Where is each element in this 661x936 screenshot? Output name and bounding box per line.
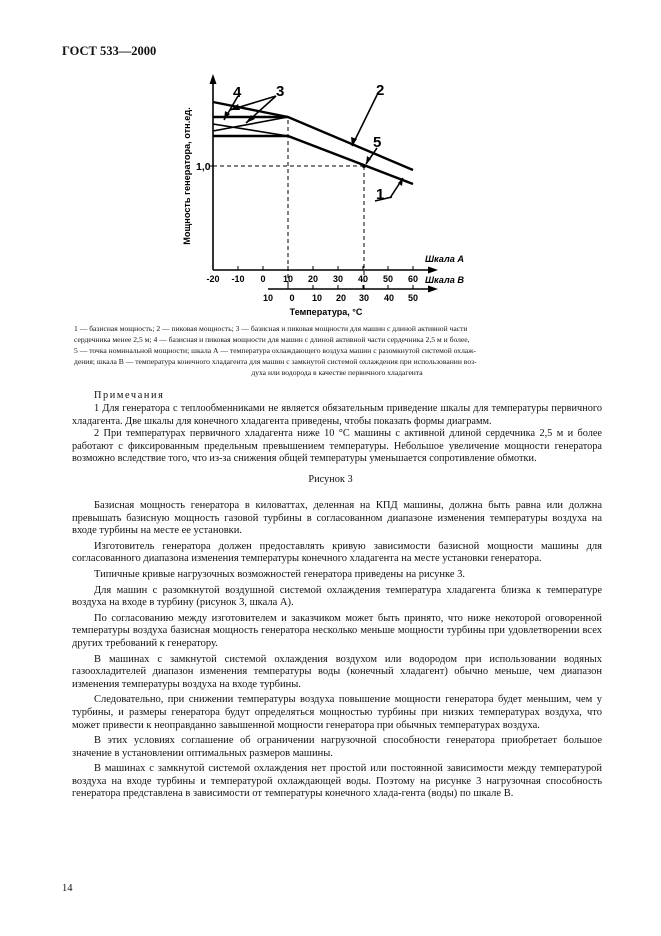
paragraph: Базисная мощность генератора в киловаттах, деленная на КПД машины, должна быть равна или должна превышать базисную мощность газовой турбины в согласованном диапазоне изменения температуры воздуха на входе турбины на месте ее установки. xyxy=(72,500,602,537)
legend-line: духа или водорода в качестве первичного хладагента xyxy=(251,368,423,377)
curve-label-2: 2 xyxy=(376,82,385,99)
y-axis-arrow xyxy=(210,74,217,84)
scale-a-tick-label: 30 xyxy=(332,274,344,284)
scale-b-tick-label: 40 xyxy=(383,293,395,303)
scale-b-tick-label: 10 xyxy=(311,293,323,303)
load-capability-diagram xyxy=(0,0,661,320)
curve-label-5: 5 xyxy=(373,134,382,151)
paragraph: В этих условиях соглашение об ограничении нагрузочной способности генератора приобретает большое значение в установлении оптимальных размеров машины. xyxy=(72,735,602,759)
x-axis-arrow xyxy=(428,267,438,274)
y-axis-label: Мощность генератора, отн.ед. xyxy=(182,107,192,245)
scale-a-tick-label: 50 xyxy=(382,274,394,284)
page-number: 14 xyxy=(62,883,73,894)
body-text xyxy=(72,500,602,804)
paragraph: Для машин с разомкнутой воздушной системой охлаждения температура хладагента близка к температуре воздуха на входе в турбину (рисунок 3, шкала А). xyxy=(72,584,602,609)
scale-a-tick-label: 60 xyxy=(407,274,419,284)
y-tick-label: 1,0 xyxy=(196,161,211,173)
scale-b-tick-label: 50 xyxy=(407,293,419,303)
curve-label-4: 4 xyxy=(233,84,242,101)
scale-b-tick-label: 10 xyxy=(262,293,274,303)
notes-block xyxy=(72,390,602,465)
curve-base-power xyxy=(213,136,413,184)
scale-b-axis-arrow xyxy=(428,286,438,293)
scale-a-tick-label: 10 xyxy=(282,274,294,284)
scale-a-label: Шкала А xyxy=(425,254,464,264)
curve-number-labels xyxy=(233,82,384,203)
note-1: 1 Для генератора с теплообменниками не является обязательным приведение шкалы для температуры первичного хладагента. Две шкалы для конечного хладагента приведены, чтобы показать формы диаграмм. xyxy=(72,403,602,427)
paragraph: В машинах с замкнутой системой охлаждения нет простой или постоянной зависимости между температурой воздуха на входе турбины и температурой охлаждающей воды. Поэтому на рисунке 3 нагрузочная способность генератора представлена в зависимости от температуры конечного хлада-гента (воды) по шкале В. xyxy=(72,763,602,800)
legend-line: 5 — точка номинальной мощности; шкала А — температура охлаждающего воздуха машин с разомкнутой системой охлаж- xyxy=(74,346,477,355)
legend-line: 1 — базисная мощность; 2 — пиковая мощность; 3 — базисная и пиковая мощности для машин с длиной активной части xyxy=(74,324,468,333)
scale-b-tick-label: 30 xyxy=(358,293,370,303)
paragraph: В машинах с замкнутой системой охлаждения воздухом или водородом при использовании водяных газоохладителей диапазон изменения температуры воды (конечный хладагент) обычно меньше, чем диапазон изменения температуры воздуха на входе турбины. xyxy=(72,653,602,690)
scale-a-tick-label: -20 xyxy=(206,274,220,284)
x-axis-label: Температура, °С xyxy=(289,307,363,317)
legend-line: сердечника менее 2,5 м; 4 — базисная и пиковая мощности для машин с длиной активной части сердечника 2,5 м и более, xyxy=(74,335,470,344)
rated-power-point xyxy=(362,164,366,168)
curve-label-3: 3 xyxy=(276,83,285,100)
scale-b-tick-labels xyxy=(263,293,418,303)
curve-label-1: 1 xyxy=(376,186,385,203)
paragraph: Следовательно, при снижении температуры воздуха повышение мощности генератора будет меньшим, чем у турбины, и размеры генератора будут определяться мощностью турбины при низких температурах воздуха, что может привести к неоправданно завышенной мощности генератора при обычных температурах воздуха. xyxy=(72,694,602,731)
document-header: ГОСТ 533—2000 xyxy=(62,44,157,58)
paragraph: Типичные кривые нагрузочных возможностей генератора приведены на рисунке 3. xyxy=(94,568,466,580)
scale-a-tick-label: 40 xyxy=(357,274,369,284)
scale-b-label: Шкала В xyxy=(425,275,464,285)
notes-title: Примечания xyxy=(94,390,165,401)
scale-a-tick-label: -10 xyxy=(231,274,245,284)
scale-b-tick-label: 20 xyxy=(335,293,347,303)
figure-title: Рисунок 3 xyxy=(308,474,353,485)
note-2: 2 При температурах первичного хладагента ниже 10 °С машины с активной длиной сердечника 2,5 м и более работают с фиксированным предельным превышением температуры. Небольшое увеличение мощности генератора возможно вследствие того, что из-за снижения общей температуры уменьшается сопротивление обмотки. xyxy=(72,428,602,465)
paragraph: По согласованию между изготовителем и заказчиком может быть принято, что ниже некоторой оговоренной температуры воздуха базисная мощность генератора несколько меньше мощности турбины при удовлетворении всех других требований к генератору. xyxy=(72,612,602,649)
paragraph: Изготовитель генератора должен предоставлять кривую зависимости базисной мощности машины для согласованного диапазона изменения температуры конечного хладагента на месте установки генератора. xyxy=(72,540,602,565)
figure-legend xyxy=(74,323,600,378)
legend-line: дения; шкала В — температура конечного хладагента для машин с замкнутой системой охлаждения при использовании воз- xyxy=(74,357,477,366)
curve-long-core-lower xyxy=(213,124,288,136)
scale-a-tick-label: 0 xyxy=(260,274,266,284)
scale-a-tick-label: 20 xyxy=(307,274,319,284)
scale-a-tick-labels xyxy=(206,274,418,284)
scale-b-tick-label: 0 xyxy=(289,293,295,303)
